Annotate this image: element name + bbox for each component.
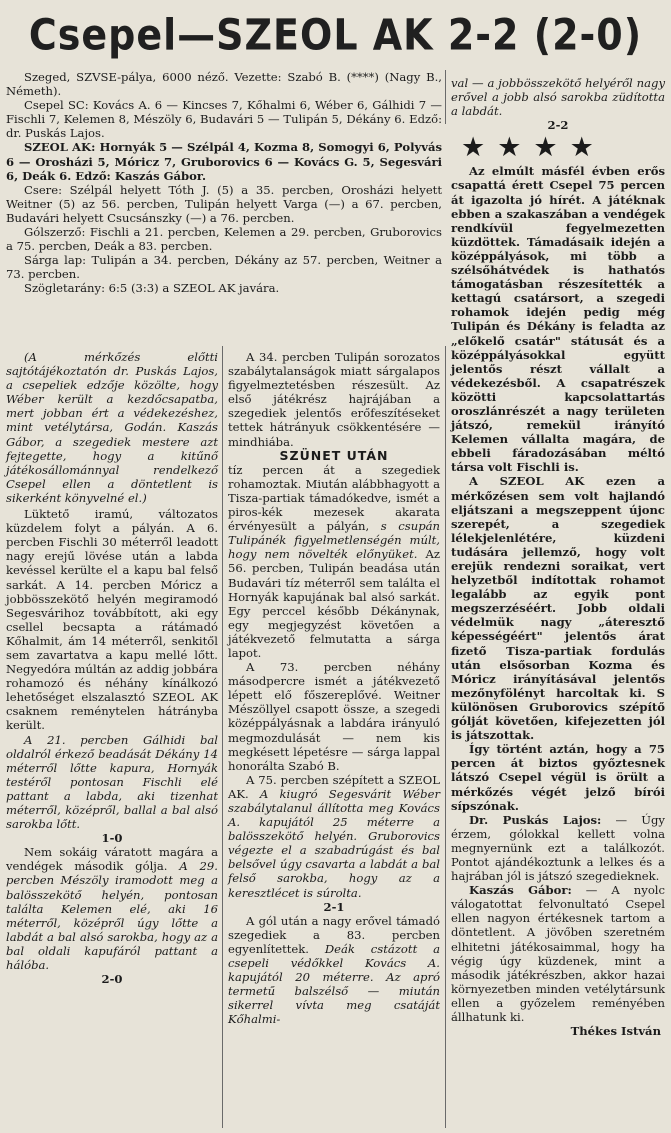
speaker-name: Dr. Puskás Lajos: (469, 812, 602, 827)
text-span: Az 56. percben, Tulipán beadása után Budavári tíz méterről sem találta el Hornyák kapujának bal alsó sarkát. Egy perccel később Dékánynak, egy megjegyzést követően a játékvezető felmutatta a sárga lapot. (228, 547, 441, 660)
speaker-name: Kaszás Gábor: (469, 883, 572, 898)
paragraph: val — a jobbösszekötő helyéről nagy erővel a jobb alsó sarokba züdította a labdát. (451, 76, 665, 119)
paragraph: A SZEOL AK ezen a mérkőzésen sem volt hajlandó eljátszani a megszeppent újonc szerepét, a szegediek lélekjelenlétére, küzdeni tudására jellemző, hogy volt erejük rendezni soraikat, vert helyzetből indítottak rohamot legalább az egyik pont megszerzéséért. Jobb oldali védelmük nagy „áteresztő képességéért" jelentős árat fizető Tisza-partiak fordulás után elsősorban Kozma és Móricz irányításával jelentős mezőnyfölényt harcoltak ki. S különösen Gruborovics szépítő gólját követően, kifejezetten jól is játszottak. (451, 474, 665, 743)
score-line: 2-1 (323, 899, 345, 914)
paragraph (228, 914, 440, 1027)
text-span: Nem sokáig váratott magára a vendégek második gólja. (6, 845, 218, 874)
quote-text: — Úgy érzem, gólokkal kellett volna megnyernünk ezt a találkozót. Pontot ajándékoztunk a lelkes és a hajrában jól is játszó szegedieknek. (451, 812, 665, 884)
score-line: 1-0 (101, 831, 123, 846)
press-conference-note: (A mérkőzés előtti sajtótájékoztatón dr. Puskás Lajos, a csepeliek edzője közölte, hogy Wéber került a kezdőcsapatba, mert jobban ért a védekezéshez, mint vetélytársa, Godán. Kaszás Gábor, a szegediek mestere azt fejtegette, hogy a kitűnő játékosállománnyal rendelkező Csepel ellen a döntetlent is sikerként könyvelné el.) (6, 350, 218, 505)
column-3 (451, 76, 665, 1038)
text-span: A 29. percben Mészöly iramodott meg a balösszekötő helyén, pontosan találta Kelemen elé, aki 16 méterről, középről úgy lőtte a labdát a bal alsó sarokba, hogy az a bal oldali kapufáról pattant a hálóba. (6, 859, 218, 973)
score-line: 2-0 (101, 972, 123, 987)
lineup-csepel: Csepel SC: Kovács A. 6 — Kincses 7, Kőhalmi 6, Wéber 6, Gálhidi 7 — Fischli 7, Kelemen 8, Mészöly 6, Budavári 5 — Tulipán 5, Dékány 6. Edző: dr. Puskás Lajos. (6, 98, 442, 141)
paragraph: Így történt aztán, hogy a 75 percen át biztos győztesnek látszó Csepel végül is örült a mérkőzés végét jelző bírói sípszónak. (451, 742, 665, 813)
text-span: s csupán Tulipánék figyelmetlenségén múlt, hogy nem növelték előnyüket. (228, 519, 440, 562)
quote-kaszas (451, 883, 665, 1024)
text-span: Deák cstázott a csepeli védőkkel Kovács A. kapujától 20 méterre. Az apró termetű balszélső — miután sikerrel vívta meg csatáját Kőhalmi- (228, 941, 440, 1027)
yellow-cards: Sárga lap: Tulipán a 34. percben, Dékány az 57. percben, Weitner a 73. percben. (6, 253, 442, 282)
quote-text: — A nyolc válogatottat felvonultató Csepel ellen nagyon értékesnek tartom a döntetlent. A jövőben szeretném elhitetni játékosaimmal, hogy ha végig úgy küzdenek, mint a második játékrészben, akkor hazai környezetben minden vetélytársunk ellen a győzelem reményében állhatunk ki. (451, 883, 666, 1024)
match-details (6, 70, 442, 296)
substitutions: Csere: Szélpál helyett Tóth J. (5) a 35. percben, Orosházi helyett Weitner (5) az 56. percben, Tulipán helyett Varga (—) a 67. percben, Budavári helyett Csucsánszky (—) a 76. percben. (6, 182, 442, 225)
column-1 (6, 350, 218, 986)
paragraph: A 73. percben néhány másodpercre ismét a játékvezető lépett elő főszereplővé. Weitner Mészöllyel csapott össze, a szegedi középpályásnak a labdára irányuló megmozdulását — nem kis megkésett lépetésre — sárga lappal honorálta Szabó B. (228, 660, 440, 773)
paragraph: A 21. percben Gálhidi bal oldalról érkező beadását Dékány 14 méterről lőtte kapura, Hornyák testéről pontosan Fischli elé pattant a labda, aki tizenhat méterről, középről, ballal a bal alsó sarokba lőtt. (6, 732, 218, 832)
column-2 (228, 350, 440, 1027)
headline: Csepel—SZEOL AK 2-2 (2-0) (28, 10, 643, 60)
paragraph (228, 773, 440, 900)
quote-puskas (451, 813, 665, 883)
text-span: A kiugró Segesvárit Wéber szabálytalanul állította meg Kovács A. kapujától 25 méterre a balösszekötő helyén. Gruborovics végezte el a szabadrúgást és bal belsővel úgy csavarta a labdát a bal felső sarokba, hogy az a keresztlécet is súrolta. (228, 786, 440, 900)
text-span: A gól után a nagy erővel támadó szegediek a 83. percben egyenlítettek. (228, 913, 440, 956)
column-divider (445, 346, 446, 1128)
text-span: A 75. percben szépített a SZEOL AK. (228, 772, 440, 801)
lineup-szeol: SZEOL AK: Hornyák 5 — Szélpál 4, Kozma 8, Somogyi 6, Polyvás 6 — Orosházi 5, Móricz 7, Gruborovics 6 — Kovács G. 5, Segesvári 6, Deák 6. Edző: Kaszás Gábor. (6, 140, 442, 183)
author-signature: Thékes István (570, 1024, 661, 1039)
match-venue: Szeged, SZVSE-pálya, 6000 néző. Vezette: Szabó B. (****) (Nagy B., Németh). (6, 70, 442, 99)
corners: Szögletarány: 6:5 (3:3) a SZEOL AK javára. (24, 281, 280, 296)
paragraph: Lüktető iramú, változatos küzdelem folyt a pályán. A 6. percben Fischli 30 méterről leadott nagy erejű lövése után a labda kevéssel kerülte el a kapu bal felső sarkát. A 14. percben Móricz a jobbösszekötő helyén megiramodó Segesvárihoz továbbított, aki egy csellel becsapta a rátámadó Kőhalmit, ám 14 méterről, senkitől sem zavartatva a kapu mellé lőtt. Negyedóra múltán az addig jobbára rohamozó és néhány kínálkozó lehetőséget elszalasztó SZEOL AK csaknem reménytelen hátrányba került. (6, 507, 218, 733)
subheading: SZÜNET UTÁN (279, 447, 389, 463)
paragraph: A 34. percben Tulipán sorozatos szabálytalanságok miatt sárgalapos figyelmeztetésben részesült. Az első játékrész hajrájában a szegediek jelentős erőfeszítéseket tettek hátrányuk csökkentésére — mindhiába. (228, 350, 440, 449)
paragraph: Az elmúlt másfél évben erős csapattá érett Csepel 75 percen át igazolta jó hírét. A játéknak ebben a szakaszában a vendégek rendkívül fegyelmezetten küzdöttek. Támadásaik idején a középpályások, mi több a szélsőhátvédek is hathatós támogatásban részesítették a kettagú csatársort, a szegedi rohamok idején pedig még Tulipán és Dékány is feladta az „előkelő csatár" státusát és a középpályásokkal együtt jelentős részt vállalt a védekezésből. A csapatrészek közötti kapcsolattartás oroszlánrészét a nagy területen játszó, remekül irányító Kelemen vállalta magára, de ebbeli fáradozásában méltó társa volt Fischli is. (451, 164, 665, 475)
rating-stars-icon: ★★★★ (461, 132, 606, 164)
score-line: 2-2 (547, 118, 569, 133)
column-divider (222, 346, 223, 1128)
goalscorers: Gólszerző: Fischli a 21. percben, Kelemen a 29. percben, Gruborovics a 75. percben, Deák a 83. percben. (6, 225, 442, 254)
text-span: tíz percen át a szegediek rohamoztak. Miután alábbhagyott a Tisza-partiak támadókedve, ismét a piros-kék mezesek akarata érvényesült a pályán, (228, 462, 440, 534)
column-divider (445, 70, 446, 124)
paragraph (6, 845, 218, 972)
paragraph (228, 463, 440, 660)
